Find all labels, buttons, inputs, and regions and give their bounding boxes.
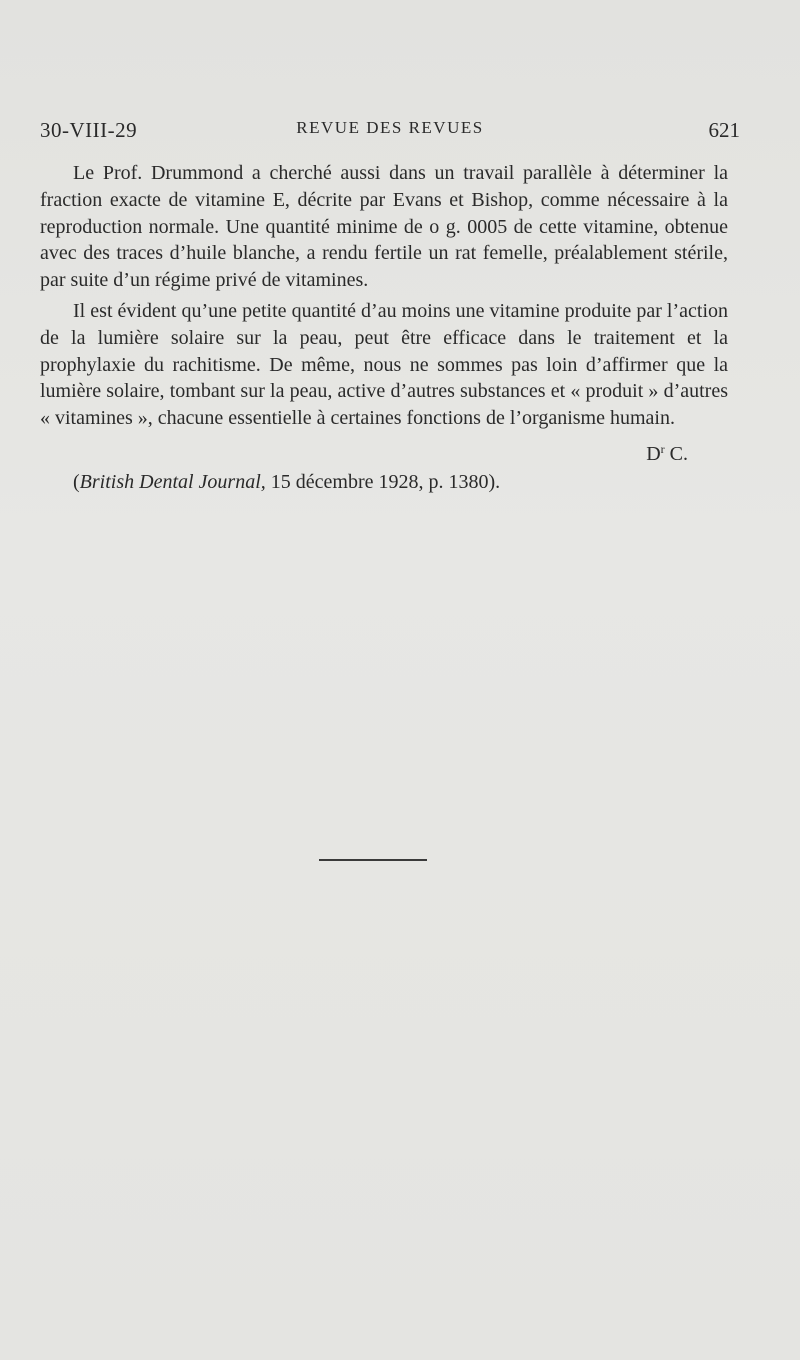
source-citation: [40, 469, 728, 495]
page-number: 621: [708, 118, 740, 142]
citation-journal: British Dental Journal,: [79, 470, 266, 493]
citation-open: (: [73, 470, 80, 493]
author-signature: [40, 436, 728, 467]
article-body: [40, 160, 728, 495]
signature-prefix: D: [646, 442, 661, 465]
paragraph-2: Il est évident qu’une petite quantité d’au moins une vitamine produite par l’action de la lumière solaire sur la peau, peut être efficace dans le traitement et la prophylaxie du rachitisme. De même, nous ne sommes pas loin d’affirmer que la lumière solaire, tombant sur la peau, active d’autres substances et « produit » d’autres « vitamines », chacune essentielle à certaines fonctions de l’organisme humain.: [40, 299, 728, 430]
issue-date: 30-VIII-29: [40, 118, 138, 142]
paragraph-1: Le Prof. Drummond a cherché aussi dans un travail parallèle à déterminer la fraction exacte de vitamine E, décrite par Evans et Bishop, comme nécessaire à la reproduction normale. Une quantité minime de o g. 0005 de cette vitamine, obtenue avec des traces d’huile blanche, a rendu fertile un rat femelle, préalablement stérile, par suite d’un régime privé de vitamines.: [40, 162, 728, 292]
signature-superscript: r: [660, 441, 665, 456]
running-head: [40, 118, 740, 148]
section-title: REVUE DES REVUES: [296, 118, 484, 137]
citation-rest: 15 décembre 1928, p. 1380).: [265, 470, 501, 493]
section-end-rule: [319, 859, 427, 861]
signature-name: C.: [664, 442, 688, 465]
